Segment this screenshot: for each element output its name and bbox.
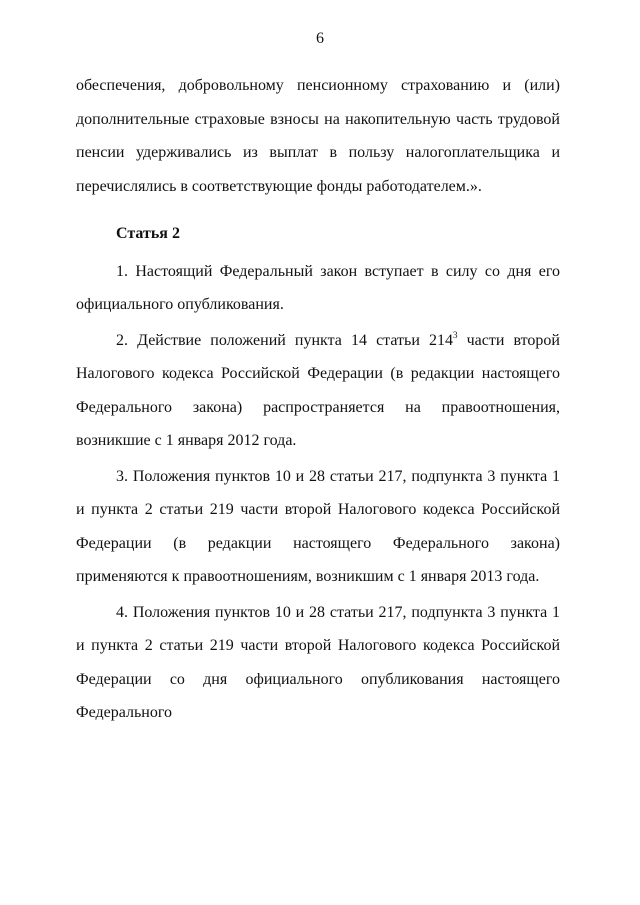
- document-body: [76, 69, 560, 730]
- paragraph-2-text-end: части второй Налогового кодекса Российской Федерации (в редакции настоящего Федерального закона) распространяется на правоотношения, возникшие с 1 января 2012 года.: [76, 331, 560, 449]
- paragraph-2-superscript: 3: [453, 329, 458, 340]
- paragraph-1: 1. Настоящий Федеральный закон вступает в силу со дня его официального опубликования.: [76, 262, 560, 313]
- page-number: 6: [316, 30, 324, 47]
- paragraph-4: 4. Положения пунктов 10 и 28 статьи 217, подпункта 3 пункта 1 и пункта 2 статьи 219 части второй Налогового кодекса Российской Федерации со дня официального опубликования настоящего Федерального: [76, 603, 560, 721]
- paragraph-3: 3. Положения пунктов 10 и 28 статьи 217, подпункта 3 пункта 1 и пункта 2 статьи 219 части второй Налогового кодекса Российской Федерации (в редакции настоящего Федерального закона) применяются к правоотношениям, возникшим с 1 января 2013 года.: [76, 467, 560, 585]
- continued-paragraph: обеспечения, добровольному пенсионному страхованию и (или) дополнительные страховые взносы на накопительную часть трудовой пенсии удерживались из выплат в пользу налогоплательщика и перечислялись в соответствующие фонды работодателем.».: [76, 77, 560, 195]
- paragraph-2-text-start: 2. Действие положений пункта 14 статьи 214: [116, 331, 453, 349]
- paragraph-2: [76, 324, 560, 458]
- article-heading: Статья 2: [116, 225, 180, 242]
